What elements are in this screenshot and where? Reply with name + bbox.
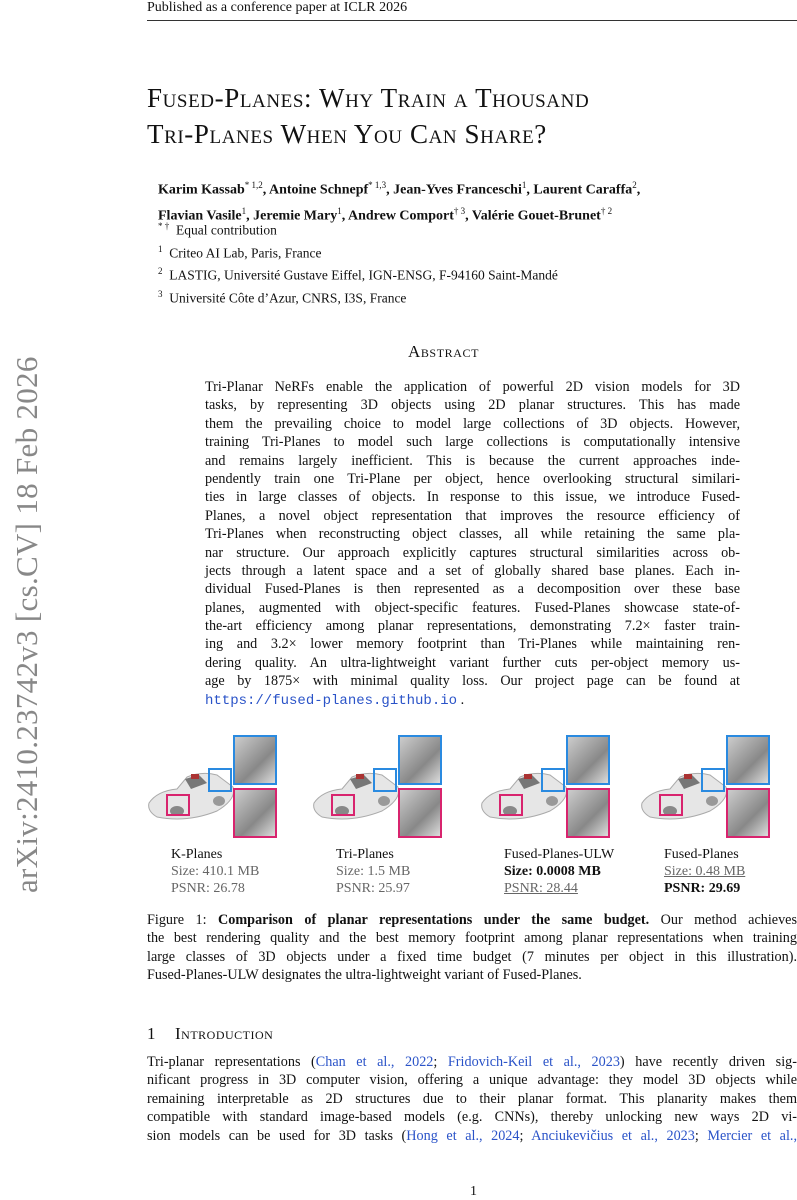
affiliation — [158, 217, 558, 240]
caption-bold: Comparison of planar representations under the same budget. — [218, 912, 650, 928]
abstract-line: jects through a latent space and a set of globally shared base planes. Each in- — [205, 562, 740, 579]
affiliation-marker: 1 — [158, 243, 163, 254]
method-psnr: PSNR: 28.44 — [504, 881, 578, 896]
method-label — [171, 846, 259, 897]
intro-text: ; — [433, 1054, 448, 1070]
project-url-link[interactable]: https://fused-planes.github.io — [205, 692, 458, 709]
abstract-line: pendently train one Tri-Plane per object, hence overlooking structural similari- — [205, 470, 740, 487]
zoom-inset-pink — [398, 788, 442, 838]
author-marker: 1 — [241, 205, 247, 216]
affiliation-text: Université Côte d’Azur, CNRS, I3S, France — [169, 290, 407, 305]
affiliation-marker: * † — [158, 221, 170, 231]
figure-panel — [147, 735, 307, 910]
method-size: Size: 1.5 MB — [336, 864, 411, 879]
method-psnr: PSNR: 29.69 — [664, 881, 741, 896]
author-marker: † 2 — [600, 205, 613, 216]
zoom-inset-blue — [566, 735, 610, 785]
caption-text: Our method achieves — [649, 912, 797, 928]
method-label — [504, 846, 614, 897]
author-marker: 1 — [337, 205, 342, 216]
affiliation — [158, 262, 558, 285]
abstract-body — [205, 378, 740, 709]
affiliation-text: LASTIG, Université Gustave Eiffel, IGN-ENSG, F-94160 Saint-Mandé — [169, 267, 558, 283]
abstract-line: nar structure. Our approach explicitly captures structural similarities across ob- — [205, 544, 740, 561]
affiliation — [158, 285, 558, 308]
abstract-line: Tri-Planar NeRFs enable the application of powerful 2D vision models for 3D — [205, 379, 740, 395]
intro-line — [147, 1090, 797, 1108]
abstract-line: Planes, a novel object representation that improves the resource efficiency of — [205, 507, 740, 524]
method-psnr: PSNR: 25.97 — [336, 881, 410, 896]
abstract-line: https://fused-planes.github.io . — [205, 691, 465, 709]
section-heading — [147, 1024, 273, 1044]
page-number: 1 — [470, 1184, 477, 1199]
intro-line — [147, 1071, 797, 1089]
caption-line: large classes of 3D objects under a fixed time budget (7 minutes per object in this illustration). — [147, 948, 797, 965]
caption-line — [147, 911, 797, 929]
abstract-line: planes, augmented with object-specific features. Fused-Planes showcase state-of- — [205, 599, 740, 616]
method-name: Fused-Planes-ULW — [504, 847, 615, 862]
arxiv-stamp: arXiv:2410.23742v3 [cs.CV] 18 Feb 2026 — [9, 356, 44, 893]
abstract-line: ing and 3.2× lower memory footprint than Tri-Planes while maintaining ren- — [205, 636, 740, 653]
header-rule — [147, 20, 797, 21]
citation-link[interactable]: Fridovich-Keil et al., 2023 — [447, 1054, 620, 1070]
affiliation-text: Criteo AI Lab, Paris, France — [169, 245, 322, 260]
intro-text: nificant progress in 3D computer vision, offering a unique advantage: they model 3D objects while — [147, 1072, 797, 1089]
zoom-inset-blue — [398, 735, 442, 785]
intro-text: ; — [519, 1127, 532, 1144]
author-name: Flavian Vasile — [158, 208, 242, 224]
author-list: Karim Kassab$^{* 1,2}$, Antoine Schnepf$^{* 1,3}$, Jean-Yves Franceschi$^1$, Laurent Caraffa$^2$, Flavian Vasile$^1$, Jeremie Mary$^1$, Andrew Comport$^{\dagger 3}$, Valérie Gouet-Brunet$^{\dagger 2}$ — [158, 180, 641, 224]
method-psnr: PSNR: 26.78 — [171, 881, 245, 896]
intro-text: Tri-planar representations ( — [147, 1054, 316, 1070]
method-size: Size: 0.0008 MB — [504, 864, 601, 879]
intro-text: sion models can be used for 3D tasks ( — [147, 1127, 407, 1144]
abstract-line: tasks, by representing 3D objects using 2D planar structures. This has made — [205, 397, 740, 414]
intro-text: ) have recently driven sig- — [619, 1054, 797, 1070]
figure-panel — [480, 735, 640, 910]
figure-caption — [147, 911, 797, 985]
method-label — [336, 846, 410, 897]
zoom-inset-pink — [726, 788, 770, 838]
introduction-body — [147, 1053, 797, 1145]
method-name: Tri-Planes — [336, 847, 394, 862]
zoom-inset-pink — [566, 788, 610, 838]
abstract-line: dividual Fused-Planes is then represented as a decomposition over these base — [205, 581, 740, 598]
abstract-line: the-art efficiency among planar representations, demonstrating 7.2× faster train- — [205, 618, 740, 635]
abstract-line: Tri-Planes when reconstructing object classes, all while retaining the same pla- — [205, 526, 740, 543]
zoom-inset-pink — [233, 788, 277, 838]
intro-line — [147, 1053, 797, 1071]
method-name: K-Planes — [171, 847, 223, 862]
affiliations — [158, 217, 558, 307]
caption-line: Fused-Planes-ULW designates the ultra-lightweight variant of Fused-Planes. — [147, 967, 582, 984]
car-render — [147, 765, 237, 825]
abstract-line: and remains largely inefficient. This is because the current approaches inde- — [205, 452, 740, 469]
citation-link[interactable]: Chan et al., 2022 — [315, 1054, 434, 1070]
zoom-inset-blue — [233, 735, 277, 785]
citation-link[interactable]: Mercier et al., — [707, 1127, 797, 1144]
caption-line: the best rendering quality and the best memory footprint among planar representations when training — [147, 930, 797, 947]
author-marker: 2 — [632, 180, 637, 190]
car-render — [640, 765, 730, 825]
affiliation-text: Equal contribution — [176, 222, 277, 238]
author-name: Laurent Caraffa — [533, 182, 633, 198]
intro-line — [147, 1127, 797, 1145]
author-name: Andrew Comport — [347, 208, 454, 224]
method-size: Size: 410.1 MB — [171, 864, 260, 879]
abstract-line: them the prevailing choice to model large collections of 3D objects. However, — [205, 415, 740, 432]
author-name: Jeremie Mary — [253, 208, 338, 224]
intro-text: ; — [694, 1127, 708, 1144]
author-name: Karim Kassab — [158, 182, 245, 198]
citation-link[interactable]: Anciukevičius et al., 2023 — [531, 1127, 695, 1144]
section-title: Introduction — [175, 1024, 274, 1043]
author-name: Antoine Schnepf — [268, 182, 369, 198]
intro-line — [147, 1108, 797, 1126]
title-line-1: Fused-Planes: Why Train a Thousand — [147, 83, 590, 113]
intro-text: compatible with standard image-based models (e.g. CNNs), thereby unlocking new ways 2D vi- — [147, 1109, 797, 1126]
affiliation — [158, 240, 558, 263]
abstract-line: dering quality. An ultra-lightweight variant further cuts per-object memory us- — [205, 654, 740, 671]
caption-label: Figure 1: — [147, 912, 207, 928]
author-marker: 1 — [521, 180, 527, 190]
method-label — [664, 846, 745, 897]
author-marker: * 1,3 — [368, 180, 387, 190]
method-name: Fused-Planes — [664, 847, 739, 862]
figure-panel — [640, 735, 797, 910]
zoom-inset-blue — [726, 735, 770, 785]
method-size: Size: 0.48 MB — [664, 864, 746, 879]
author-marker: † 3 — [453, 205, 466, 216]
abstract-heading: Abstract — [407, 342, 480, 361]
intro-text: remaining interpretable as 2D structures due to their planar format. This planarity makes them — [147, 1090, 797, 1107]
running-header: Published as a conference paper at ICLR 2026 — [147, 0, 408, 15]
affiliation-marker: 2 — [158, 266, 163, 276]
figure-panel — [312, 735, 472, 910]
abstract-line: age by 1875× with minimal quality loss. Our project page can be found at — [205, 673, 740, 690]
author-marker: * 1,2 — [244, 180, 263, 190]
abstract-line: training Tri-Planes to model such large collections is computationally intensive — [205, 434, 740, 451]
car-render — [312, 765, 402, 825]
title-line-2: Tri-Planes When You Can Share? — [147, 119, 547, 149]
author-name: Valérie Gouet-Brunet — [471, 208, 601, 224]
section-number: 1 — [147, 1024, 156, 1043]
citation-link[interactable]: Hong et al., 2024 — [406, 1127, 520, 1144]
car-render — [480, 765, 570, 825]
affiliation-marker: 3 — [158, 288, 163, 299]
abstract-line: ties in large classes of objects. In response to this issue, we introduce Fused- — [205, 489, 740, 506]
author-name: Jean-Yves Franceschi — [393, 182, 522, 198]
